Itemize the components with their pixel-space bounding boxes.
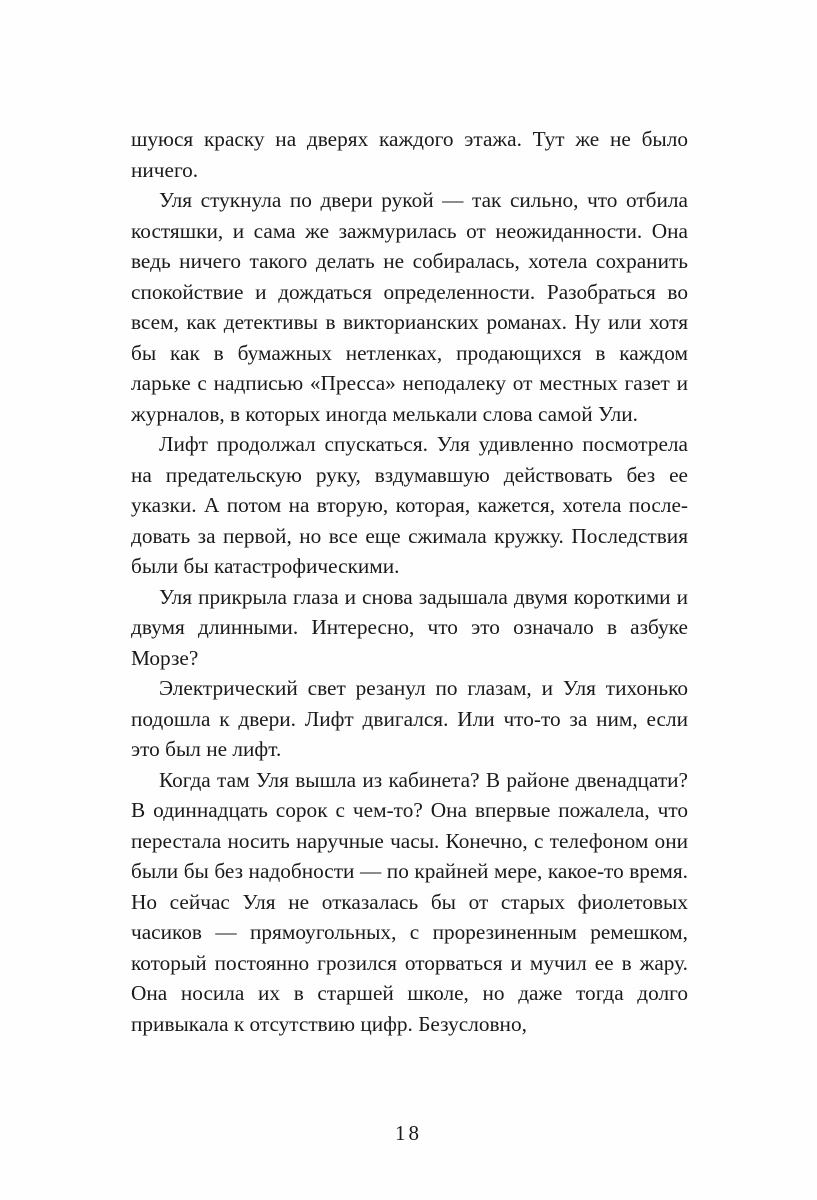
paragraph: Электрический свет резанул по глазам, и Уля тихонько подошла к двери. Лифт двигался. Или что-то за ним, если это был не лифт.	[131, 676, 688, 761]
paragraph: Уля прикрыла глаза и снова задышала двумя короткими и двумя длинными. Интересно, что это означало в азбуке Морзе?	[131, 584, 688, 670]
paragraph: Лифт продолжал спускаться. Уля удивленно посмотрела на предательскую руку, вздумавшую действовать без ее указки. А потом на вторую, которая, кажется, хотела последовать за первой, но все еще сжимала кружку. Последствия были бы катастрофическими.	[131, 432, 688, 578]
body-text	[131, 124, 688, 1039]
page-number: 18	[395, 1121, 422, 1145]
paragraph-continuation: шуюся краску на дверях каждого этажа. Тут же не было ничего.	[131, 127, 688, 182]
paragraph: Когда там Уля вышла из кабинета? В районе двенадцати? В одиннадцать сорок с чем-то? Она впервые пожалела, что перестала носить наручные часы. Конечно, с телефоном они были бы без надобности — по крайней мере, какое-то время. Но сейчас Уля не отказалась бы от старых фиолетовых часиков — прямоугольных, с прорезиненным ремешком, который постоянно грозился оторваться и мучил ее в жару. Она носила их в старшей школе, но даже тогда долго привыкала к отсутствию цифр. Безусловно,	[131, 767, 688, 1036]
paragraph: Уля стукнула по двери рукой — так сильно, что отбила костяшки, и сама же зажмурилась от неожиданности. Она ведь ничего такого делать не собиралась, хотела сохранить спокойствие и дождаться определенности. Разобраться во всем, как детективы в викторианских романах. Ну или хотя бы как в бумажных нетленках, продающихся в каждом ларьке с надписью «Пресса» неподалеку от местных газет и журналов, в которых иногда мелькали слова самой Ули.	[131, 188, 688, 426]
